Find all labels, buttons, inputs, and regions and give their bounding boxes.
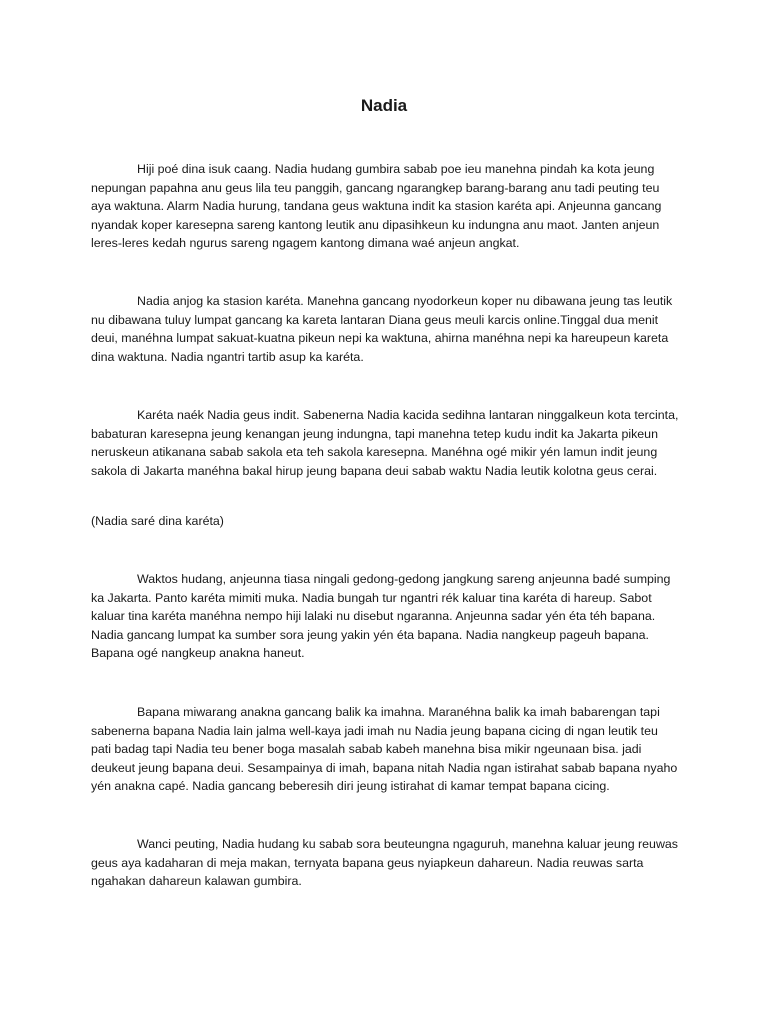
document-title: Nadia: [360, 96, 408, 115]
paragraph-6: Bapana miwarang anakna gancang balik ka imahna. Maranéhna balik ka imah babarengan tapi sabenerna bapana Nadia lain jalma well-kaya jadi imah nu Nadia jeung bapana cicing di ngan leutik teu pati badag tapi Nadia teu bener boga masalah sabab kabeh manehna bisa mikir ngeunaan bisa. jadi deukeut jeung bapana deui. Sesampainya di imah, bapana nitah Nadia ngan istirahat sabab bapana nyaho yén anakna capé. Nadia gancang beberesih diri jeung istirahat di kamar tempat bapana cicing.: [91, 705, 678, 793]
paragraph-3: Karéta naék Nadia geus indit. Sabenerna Nadia kacida sedihna lantaran ninggalkeun kota tercinta, babaturan karesepna jeung kenangan jeung indungna, tapi manehna tetep kudu indit ka Jakarta pikeun neruskeun atikanana sabab sakola eta teh sakola karesepna. Manéhna ogé mikir yén lamun indit jeung sakola di Jakarta manéhna bakal hirup jeung bapana deui sabab waktu Nadia leutik kolotna geus cerai.: [91, 408, 679, 478]
paragraph-1: Hiji poé dina isuk caang. Nadia hudang gumbira sabab poe ieu manehna pindah ka kota jeung nepungan papahna anu geus lila teu panggih, gancang ngarangkep barang-barang anu tadi peuting teu aya waktuna. Alarm Nadia hurung, tandana geus waktuna indit ka stasion karéta api. Anjeunna gancang nyandak koper karesepna sareng kantong leutik anu dipasihkeun ku indungna anu maot. Janten anjeun leres-leres kedah ngurus sareng ngagem kantong dimana waé anjeun angkat.: [91, 162, 662, 250]
paragraph-7: Wanci peuting, Nadia hudang ku sabab sora beuteungna ngaguruh, manehna kaluar jeung reuwas geus aya kadaharan di meja makan, ternyata bapana geus nyiapkeun dahareun. Nadia reuwas sarta ngahakan dahareun kalawan gumbira.: [91, 837, 678, 888]
paragraph-2: Nadia anjog ka stasion karéta. Manehna gancang nyodorkeun koper nu dibawana jeung tas leutik nu dibawana tuluy lumpat gancang ka kareta lantaran Diana geus meuli karcis online.Tinggal dua menit deui, manéhna lumpat sakuat-kuatna pikeun nepi ka waktuna, ahirna manéhna nepi ka hareupeun kareta dina waktuna. Nadia ngantri tartib asup ka karéta.: [91, 294, 673, 364]
paragraph-5: Waktos hudang, anjeunna tiasa ningali gedong-gedong jangkung sareng anjeunna badé sumping ka Jakarta. Panto karéta mimiti muka. Nadia bungah tur ngantri rék kaluar tina karéta di hareup. Sabot kaluar tina karéta manéhna nempo hiji lalaki nu disebut ngaranna. Anjeunna sadar yén éta téh bapana. Nadia gancang lumpat ka sumber sora jeung yakin yén éta bapana. Nadia nangkeup pageuh bapana. Bapana ogé nangkeup anakna haneut.: [91, 572, 671, 660]
paragraph-4-aside: (Nadia saré dina karéta): [91, 514, 224, 528]
